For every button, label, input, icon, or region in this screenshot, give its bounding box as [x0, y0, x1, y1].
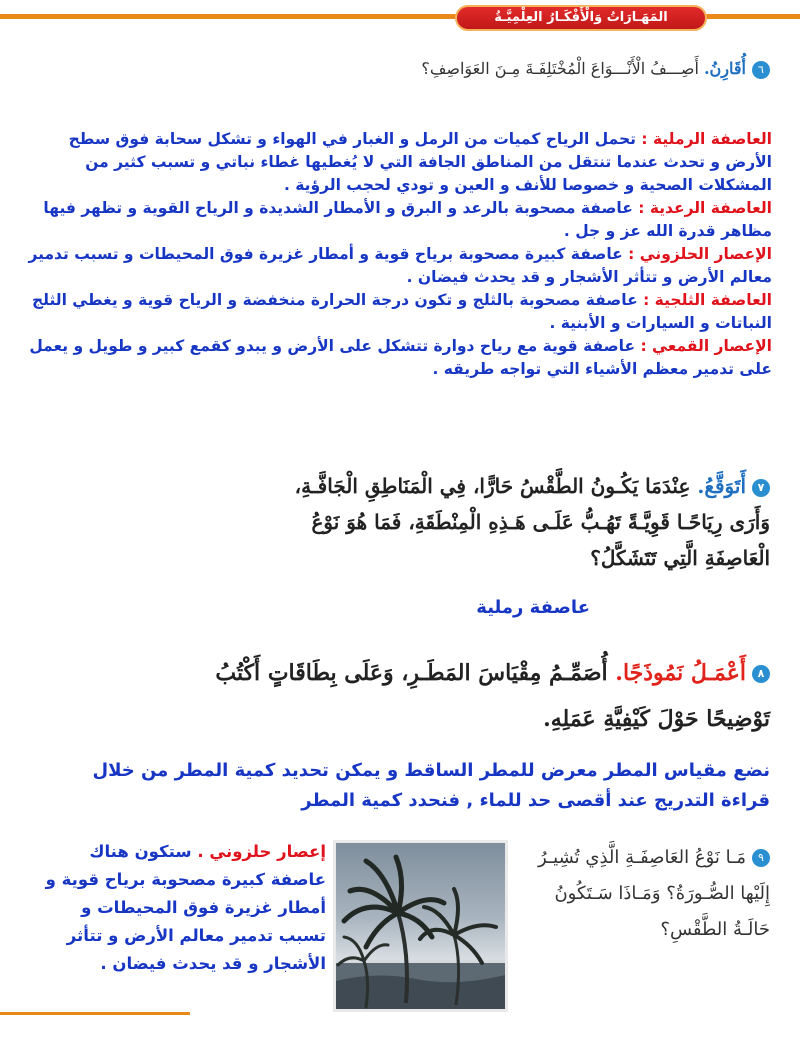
question-number: ٦	[752, 61, 770, 79]
storm-term: إعصار حلزوني .	[197, 842, 326, 861]
storm-photo	[333, 840, 508, 1012]
answer-text: نضع مقياس المطر معرض للمطر الساقط و يمكن تحديد كمية المطر من خلال قراءة التدريج عند أقصى حد للماء , فنحدد كمية المطر	[92, 760, 770, 811]
question-text: مَـا نَوْعُ العَاصِفَـةِ الَّذِي تُشِيـرُ إِلَيْها الصُّـورَةُ؟ وَمَـاذَا سَـتَكُونُ حَالَـةُ الطَّقْسِ؟	[537, 847, 770, 940]
answer-item	[28, 197, 772, 243]
section-banner: المَهَـارَاتُ وَالْأَفْكَـارُ العِلْمِيَّـةُ	[455, 5, 707, 31]
storm-description: ستكون هناك عاصفة كبيرة مصحوبة برياح قوية و أمطار غزيرة فوق المحيطات و تسبب تدمير معالم الأرض و تتأثر الأشجار و قد يحدث فيضان .	[45, 842, 326, 973]
storm-description: عاصفة مصحوبة بالثلج و تكون درجة الحرارة منخفضة و الرياح قوية و يغطي الثلج النباتات و السيارات و الأبنية .	[31, 291, 772, 332]
question-number: ٨	[752, 665, 770, 683]
storm-term: العاصفة الرملية :	[641, 130, 772, 148]
question-number: ٧	[752, 479, 770, 497]
answer-8	[40, 756, 770, 816]
storm-term: العاصفة الرعدية :	[638, 199, 772, 217]
answer-9	[30, 838, 326, 978]
question-text: عِنْدَمَا يَكُـونُ الطَّقْسُ حَارًّا، فِي الْمَنَاطِقِ الْجَافَّـةِ، وَأَرَى رِيَاحًـا قَوِيَّـةً تَهُـبُّ عَلَـى هَـذِهِ الْمِنْطَقَةِ، فَمَا هُوَ نَوْعُ الْعَاصِفَةِ الَّتِي تَتَشَكَّلُ؟	[294, 474, 770, 570]
question-skill: أَعْمَـلُ نَمُوذَجًا.	[615, 660, 746, 686]
footer-rule	[0, 1012, 190, 1015]
question-7	[250, 468, 770, 576]
storm-description: تحمل الرياح كميات من الرمل و الغبار في الهواء و تشكل سحابة فوق سطح الأرض و تحدث عندما تنتقل من المناطق الجافة التي لا يُغطيها غطاء نباتي و تسبب كثير من المشكلات الصحية و خصوصا للأنف و العين و تودي لحجب الرؤية .	[68, 130, 772, 194]
answer-item	[28, 128, 772, 197]
storm-description: عاصفة كبيرة مصحوبة برياح قوية و أمطار غزيرة فوق المحيطات و تسبب تدمير معالم الأرض و تتأثر الأشجار و قد يحدث فيضان .	[28, 245, 772, 286]
storm-term: العاصفة الثلجية :	[643, 291, 772, 309]
question-skill: أُقَارِنُ.	[703, 59, 746, 78]
question-8	[210, 650, 770, 742]
storm-term: الإعصار القمعي :	[640, 337, 772, 355]
question-number: ٩	[752, 849, 770, 867]
answer-item	[28, 335, 772, 381]
question-text: أَصِـــفُ الْأَنْـــوَاعَ الْمُخْتَلِفَـةَ مِـنَ العَوَاصِفِ؟	[421, 59, 699, 78]
question-text: أُصَمِّـمُ مِقْيَاسَ المَطَـرِ، وَعَلَى بِطَاقَاتٍ أَكْتُبُ تَوْضِيحًا حَوْلَ كَيْفِيَّةِ عَمَلِهِ.	[215, 660, 770, 732]
answer-text	[30, 838, 326, 978]
answer-7: عاصفة رملية	[476, 597, 590, 618]
storm-description: عاصفة مصحوبة بالرعد و البرق و الأمطار الشديدة و الرياح القوية و تظهر فيها مظاهر قدرة الله عز و جل .	[43, 199, 772, 240]
storm-description: عاصفة قوية مع رياح دوارة تتشكل على الأرض و يبدو كقمع كبير و طويل و يعمل على تدمير معظم الأشياء التي تواجه طريقه .	[29, 337, 772, 378]
answer-item	[28, 289, 772, 335]
question-6	[350, 52, 770, 86]
answer-item	[28, 243, 772, 289]
answer-6	[28, 128, 772, 381]
question-skill: أَتَوَقَّعُ.	[697, 474, 746, 498]
palm-trees-icon	[336, 843, 505, 1009]
question-9	[520, 840, 770, 948]
storm-term: الإعصار الحلزوني :	[628, 245, 772, 263]
